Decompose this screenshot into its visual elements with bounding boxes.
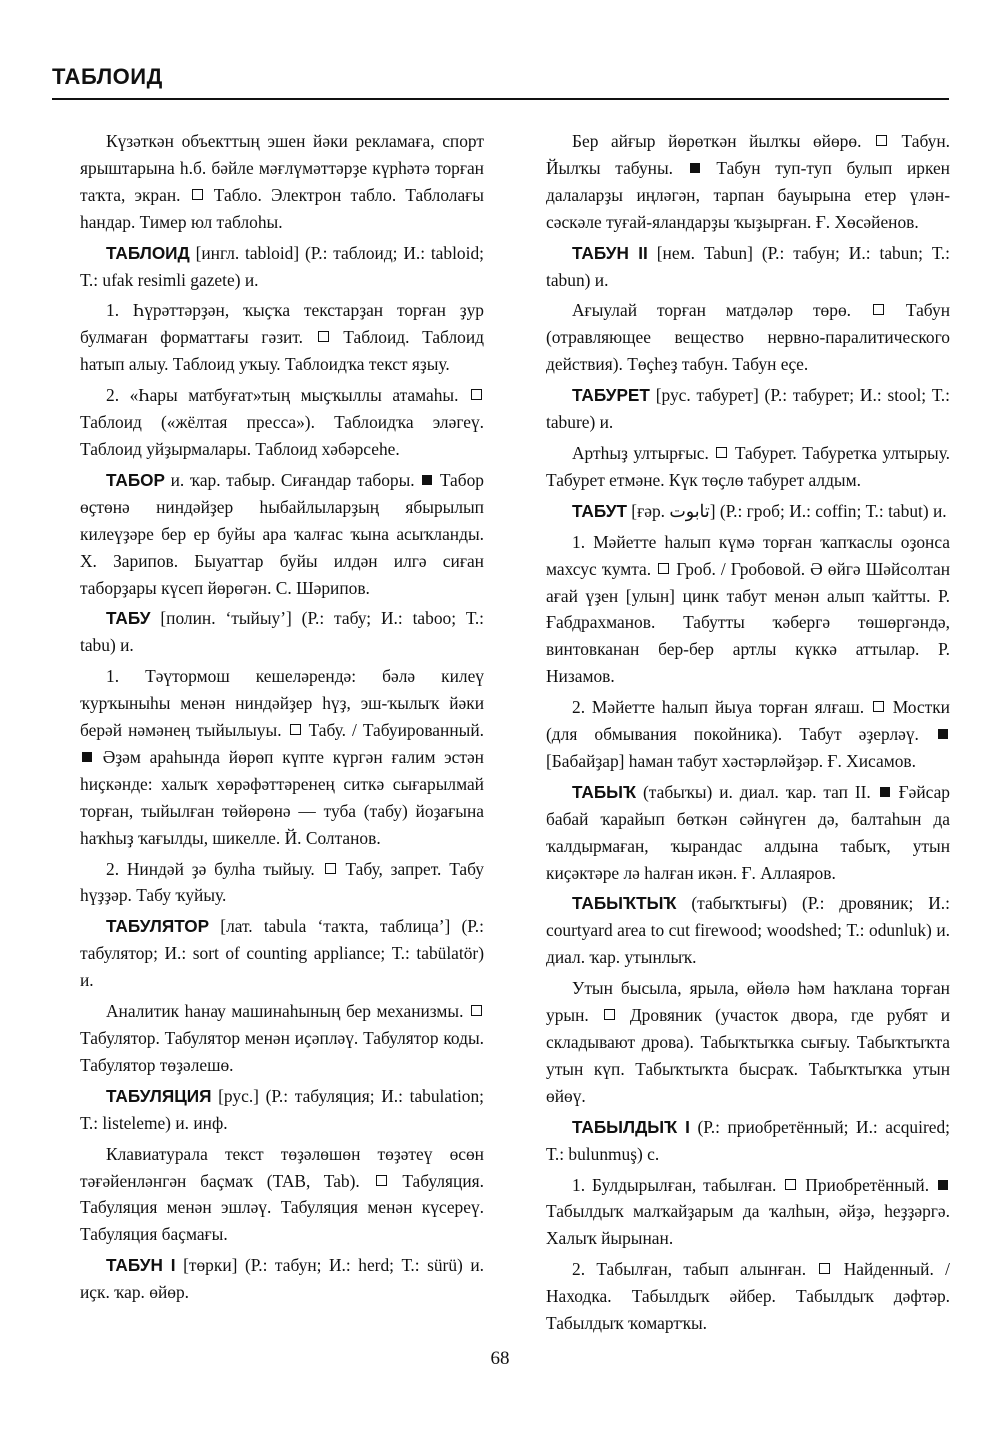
entry-paragraph	[80, 128, 484, 236]
dictionary-entry	[80, 1252, 484, 1306]
entry-text: (табыҡы) и. диал. ҡар. тап II. Ғәйсар бабай ҡарайып бөткән сәйнүген дә, балтаһын да ҡалдырмаған, ҡырандас алдына табыҡ, утын киҫәктәре лә һалған икән. Ғ. Аллаяров.	[546, 781, 950, 883]
dictionary-entry	[546, 382, 950, 436]
translation-marker-icon	[873, 701, 884, 712]
dictionary-entry	[80, 1083, 484, 1137]
header-rule	[52, 98, 949, 100]
entry-text: 1. Булдырылған, табылған. Приобретённый. Табылдыҡ малҡайҙарым да ҡалһын, әйҙә, һеҙҙәргә. Халыҡ йырынан.	[546, 1174, 950, 1249]
dictionary-entry	[546, 890, 950, 971]
dictionary-entry	[80, 240, 484, 294]
entry-text: Утын бысыла, ярыла, өйөлә һәм һаҡлана торған урын. Дровяник (участок двора, где рубят и складывают дрова). Табыҡтыҡка сығыу. Табыҡтыҡта утын күп. Табыҡтыҡта бысраҡ. Табыҡтыҡка утын өйөү.	[546, 978, 950, 1106]
dictionary-entry	[80, 605, 484, 659]
entry-headword: ТАБУН II	[572, 242, 648, 263]
entry-headword: ТАБЛОИД	[106, 242, 190, 263]
example-marker-icon	[82, 752, 92, 762]
entry-paragraph	[546, 297, 950, 378]
translation-marker-icon	[192, 189, 203, 200]
left-column	[80, 128, 484, 1310]
translation-marker-icon	[290, 724, 301, 735]
entry-text: 2. Ниндәй ҙә булһа тыйыу. Табу, запрет. Табу һүҙҙәр. Табу ҡуйыу.	[80, 858, 484, 906]
entry-paragraph	[80, 1141, 484, 1249]
entry-paragraph	[80, 297, 484, 378]
entry-headword: ТАБУЛЯЦИЯ	[106, 1085, 212, 1106]
entry-paragraph	[546, 694, 950, 775]
entry-text: [полин. ‘тыйыу’] (Р.: табу; И.: taboo; Т.: tabu) и.	[80, 608, 484, 656]
example-marker-icon	[690, 163, 700, 173]
entry-text: Ағыулай торған матдәләр төрө. Табун (отравляющее вещество нервно-паралитического действия). Төҫһеҙ табун. Табун еҫе.	[546, 300, 950, 375]
entry-paragraph	[80, 998, 484, 1079]
translation-marker-icon	[658, 563, 669, 574]
entry-paragraph	[546, 529, 950, 690]
entry-paragraph	[80, 663, 484, 851]
entry-text: [нем. Tabun] (Р.: табун; И.: tabun; Т.: tabun) и.	[546, 242, 950, 290]
running-head: ТАБЛОИД	[52, 64, 163, 89]
entry-text: [төрки] (Р.: табун; И.: herd; Т.: sürü) и. иҫк. ҡар. өйөр.	[80, 1255, 484, 1303]
entry-text: [рус.] (Р.: табуляция; И.: tabulation; Т.: listeleme) и. инф.	[80, 1085, 484, 1133]
dictionary-entry	[546, 1114, 950, 1168]
translation-marker-icon	[318, 331, 329, 342]
entry-text: 2. Мәйетте һалып йыуа торған ялғаш. Мостки (для обмывания покойника). Табут әҙерләү. [Бабайҙар] һаман табут хәстәрләйҙәр. Ғ. Хисамов.	[546, 697, 950, 771]
translation-marker-icon	[785, 1179, 796, 1190]
right-column	[546, 128, 950, 1341]
example-marker-icon	[422, 475, 432, 485]
entry-text: Артһыҙ ултырғыс. Табурет. Табуретка ултырыу. Табурет етмәне. Күк төҫлө табурет алдым.	[546, 442, 950, 490]
entry-paragraph	[546, 1256, 950, 1337]
entry-headword: ТАБУ	[106, 608, 151, 629]
dictionary-entry	[546, 240, 950, 294]
entry-text: (Р.: приобретённый; И.: acquired; Т.: bulunmuş) с.	[546, 1116, 950, 1164]
translation-marker-icon	[819, 1263, 830, 1274]
entry-paragraph	[546, 440, 950, 494]
entry-text: 2. «Һары матбуғат»тың мыҫҡыллы атамаһы. Таблоид («жёлтая пресса»). Таблоидҡа эләгеү. Таблоид уйҙырмалары. Таблоид хәбәрсеһе.	[80, 385, 484, 459]
entry-text: 1. Мәйетте һалып күмә торған ҡапҡаслы оҙонса махсус ҡумта. Гроб. / Гробовой. Ә өйгә Шәйсолтан ағай үҙен [улын] цинк табут менән алып ҡайтты. Р. Ғабдрахманов. Табутты ҡәбергә төшөргәндә, винтовканан бер-бер артлы күккә аттылар. Р. Низамов.	[546, 531, 950, 687]
entry-headword: ТАБУТ	[572, 500, 627, 521]
dictionary-entry	[546, 779, 950, 887]
entry-text: 1. Тәүтормош кешеләрендә: бәлә килеү ҡурҡыныһы менән ниндәйҙер һүҙ, эш-ҡылыҡ йәки берәй нәмәнең тыйылыуы. Табу. / Табуированный. Әҙәм араһында йөрөп күптe күргән ғалим эстән һиҫкәнде: халыҡ хөрәфәттәренең ситкә сығарылмай торған, тыйылған төйөрөнә — туба (табу) йоҙағына һаҡһыҙ ҡағылды, шикелле. Й. Солтанов.	[80, 666, 484, 848]
entry-headword: ТАБУН I	[106, 1255, 176, 1276]
entry-text: Клавиатурала текст төҙәлөшөн төҙәтеү өсөн тәғәйенләнгән баҫмаҡ (TAB, Tab). Табуляция. Табуляция менән эшләү. Табуляция менән күсереү. Табуляция баҫмағы.	[80, 1143, 484, 1245]
translation-marker-icon	[376, 1175, 387, 1186]
entry-text: (табыҡтығы) (Р.: дровяник; И.: courtyard area to cut firewood; woodshed; Т.: odunluk) и. диал. ҡар. утынлыҡ.	[546, 893, 950, 968]
entry-headword: ТАБОР	[106, 469, 166, 490]
entry-text: 1. Һүрәттәрҙән, ҡыҫҡа текстарҙан торған ҙур булмаған форматтағы гәзит. Таблоид. Таблоид һатып алыу. Таблоид уҡыу. Таблоидҡа текст яҙыу.	[80, 300, 484, 375]
entry-text: 2. Табылған, табып алынған. Найденный. / Находка. Табылдыҡ әйбер. Табылдыҡ дәфтәр. Табылдыҡ ҡомартҡы.	[546, 1259, 950, 1334]
translation-marker-icon	[471, 389, 482, 400]
entry-text: Күзәткән объекттың эшен йәки рекламаға, спорт ярыштарына һ.б. бәйле мәғлүмәттәрҙе күрһәтә торған таҡта, экран. Табло. Электрон табло. Таблолағы һандар. Тимер юл таблоһы.	[80, 131, 484, 232]
entry-paragraph	[80, 382, 484, 463]
translation-marker-icon	[471, 1005, 482, 1016]
translation-marker-icon	[873, 304, 884, 315]
entry-headword: ТАБЫҠТЫҠ	[572, 893, 677, 914]
entry-paragraph	[80, 856, 484, 910]
entry-headword: ТАБЫЛДЫҠ I	[572, 1116, 690, 1137]
entry-text: [ғәр. تابوت] (Р.: гроб; И.: coffin; Т.: tabut) и.	[626, 500, 947, 521]
dictionary-entry	[80, 467, 484, 602]
entry-text: и. ҡар. табыр. Сиғандар таборы. Табор өҫтөнә ниндәйҙер һыбайлыларҙың ябырылып килеүҙәре бер ер буйы ара ҡалғас ҡына асыҡланды. Х. Зарипов. Быуаттар буйы илдән илгә сиған таборҙары күсеп йөрөгән. С. Шәрипов.	[80, 469, 484, 598]
entry-text: Аналитик һанау машинаһының бер механизмы. Табулятор. Табулятор менән иҫәпләү. Табулятор коды. Табулятор төҙәлешө.	[80, 1001, 484, 1075]
dictionary-entry	[80, 913, 484, 994]
example-marker-icon	[880, 787, 890, 797]
entry-headword: ТАБУРЕТ	[572, 385, 650, 406]
translation-marker-icon	[876, 135, 887, 146]
entry-text: [рус. табурет] (Р.: табурет; И.: stool; Т.: tabure) и.	[546, 385, 950, 433]
entry-paragraph	[546, 975, 950, 1110]
translation-marker-icon	[716, 447, 727, 458]
entry-paragraph	[546, 128, 950, 236]
entry-headword: ТАБУЛЯТОР	[106, 916, 210, 937]
page-number: 68	[490, 1348, 510, 1369]
translation-marker-icon	[325, 863, 336, 874]
entry-text: Бер айғыр йөрөткән йылҡы өйөрө. Табун. Йылҡы табуны. Табун туп-туп булып иркен далаларҙы иңләгән, тарпан бауырына етер үлән-сәскәле туғай-яландарҙы ҡыҙырған. Ғ. Хөсәйенов.	[546, 131, 950, 232]
entry-headword: ТАБЫҠ	[572, 781, 637, 802]
entry-paragraph	[546, 1172, 950, 1253]
entry-text: [лат. tabula ‘таҡта, таблица’] (Р.: табулятор; И.: sort of counting appliance; Т.: tabülatör) и.	[80, 916, 484, 991]
dictionary-entry	[546, 498, 950, 525]
example-marker-icon	[938, 1180, 948, 1190]
example-marker-icon	[938, 729, 948, 739]
translation-marker-icon	[604, 1009, 615, 1020]
entry-text: [ингл. tabloid] (Р.: таблоид; И.: tabloid; Т.: ufak resimli gazete) и.	[80, 242, 484, 290]
